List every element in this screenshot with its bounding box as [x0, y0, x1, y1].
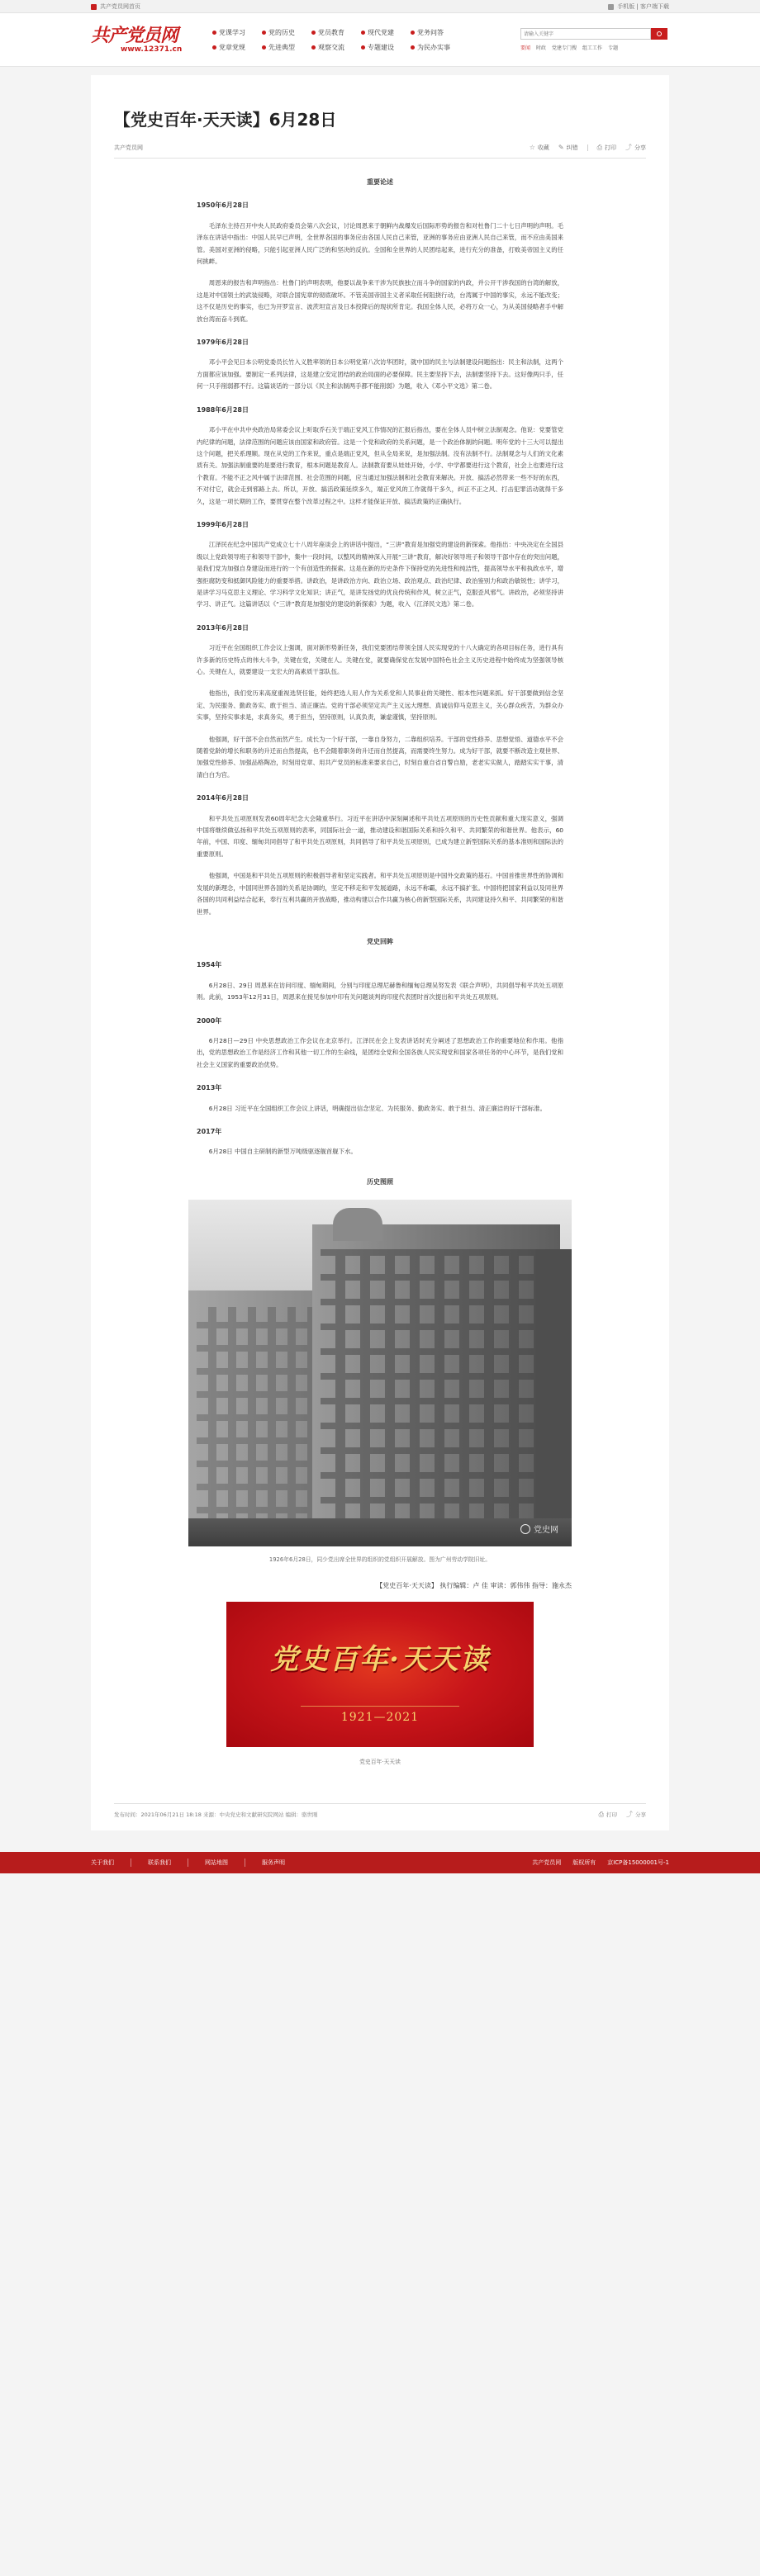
- quick-link[interactable]: 要闻: [520, 45, 531, 51]
- paragraph: 他指出，我们党历来高度重视选贤任能，始终把选人用人作为关系党和人民事业的关键性、根本性问题来抓。好干部要做到信念坚定、为民服务、勤政务实、敢于担当、清正廉洁。党的干部必须坚定共产主义远大理想、真诚信仰马克思主义，关心群众疾苦，为群众办实事，坚持实事求是，求真务实，勇于担当，坚持原则，认真负责，谦虚谨慎，坚持原则。: [197, 689, 563, 722]
- print-button[interactable]: ⎙ 打印: [596, 143, 616, 151]
- footer-link[interactable]: 服务声明: [262, 1859, 285, 1867]
- nav-dot-icon: [212, 45, 216, 50]
- site-logo[interactable]: [91, 26, 194, 54]
- historic-building-photo: [188, 1200, 572, 1546]
- paragraph: 江泽民在纪念中国共产党成立七十八周年座谈会上的讲话中提出，“三讲”教育是加强党的建设的新探索。他指出：中央决定在全国县级以上党政领导班子和领导干部中，集中一段时间，以整风的精神深入开展“三讲”教育，解决好领导班子和领导干部中存在的突出问题，是我们党为加强自身建设而进行的一个有创造性的探索。这是在新的历史条件下保持党的先进性和纯洁性，提高领导水平和执政水平，增强拒腐防变和抵御风险能力的重要举措。讲政治，是讲政治方向、政治立场、政治观点、政治纪律、政治鉴别力和政治敏锐性；讲学习，是讲学习马克思主义理论、学习科学文化知识；讲正气，是讲发扬党的优良传统和作风，树立正气，克服歪风邪气。讲政治，必须坚持讲学习、讲正气。这篇讲话以《“三讲”教育是加强党的建设的新探索》为题，收入《江泽民文选》第二卷。: [197, 541, 563, 608]
- banner-caption: 党史百年·天天读: [359, 1759, 401, 1766]
- date-heading: 1950年6月28日: [197, 201, 249, 210]
- date-heading: 2000年: [197, 1016, 222, 1025]
- article-source: 共产党员网: [114, 144, 143, 151]
- editor-credits: 【党史百年·天天读】 执行编辑：卢 佳 审读：郭伟伟 指导：施永杰: [376, 1582, 572, 1590]
- paragraph: 习近平在全国组织工作会议上强调，面对新形势新任务，我们党要团结带领全国人民实现党的十八大确定的各项目标任务，进行具有许多新的历史特点的伟大斗争，关键在党，关键在人。关键在党，就要确保党在发展中国特色社会主义历史进程中始终成为坚强领导核心。关键在人，就要建设一支宏大的高素质干部队伍。: [197, 644, 563, 675]
- paragraph: 他强调，好干部不会自然而然产生。成长为一个好干部，一靠自身努力，二靠组织培养。干部的党性修养、思想觉悟、道德水平不会随着党龄的增长和职务的升迁而自然提高，也不会随着职务的升迁而自然提高，而需要终生努力。成为好干部，就要不断改造主观世界、加强党性修养、加强品格陶冶，时刻用党章、用共产党员的标准来要求自己，时刻自重自省自警自励，老老实实做人，踏踏实实干事，清清白白为官。: [197, 735, 563, 779]
- quick-link[interactable]: 党建专门搜: [552, 45, 577, 51]
- nav-item[interactable]: 现代党建: [361, 28, 406, 37]
- nav-dot-icon: [311, 45, 316, 50]
- article-meta: [114, 143, 646, 159]
- share-icon: ⤴: [625, 144, 632, 151]
- date-heading: 2013年6月28日: [197, 623, 249, 632]
- main-nav: [212, 28, 455, 52]
- section-heading: 历史图照: [367, 1177, 393, 1186]
- nav-dot-icon: [212, 31, 216, 35]
- banner-divider: [301, 1706, 459, 1707]
- article-title: 【党史百年·天天读】6月28日: [114, 110, 337, 130]
- photo-windows-left: [197, 1307, 312, 1530]
- photo-building-right: [535, 1249, 572, 1546]
- nav-item[interactable]: 党员教育: [311, 28, 356, 37]
- date-heading: 2013年: [197, 1084, 222, 1092]
- paragraph: 邓小平在中共中央政治局常委会议上听取乔石关于端正党风工作情况的汇报后指出，要在全体人员中树立法制观念。他说：党要管党内纪律的问题，法律范围的问题应该由国家和政府管。这是一个党和政府的关系问题，是一个政治体制的问题。明年党的十三大可以提出这个问题，把关系理顺。现在从党的工作来说，重点是端正党风，但从全局来说，是加强法制。没有法制不行。法制观念与人们的文化素质有关。加强法制重要的是要进行教育，根本问题是教育人。法制教育要从娃娃开始，小学、中学都要进行这个教育，社会上也要进行这个教育。不能不正之风中属于法律范围、社会范围的问题，应当通过加强法制和社会教育来解决。开放、搞活必然带来一些不好的东西，不对付它，就会走到邪路上去。所以，开放、搞活政策延续多久，端正党风的工作就得干多久，纠正不正之风、打击犯罪活动就得干多久，这是一项长期的工作，要贯穿在整个改革过程之中。这样才能保证开放、搞活政策的正确执行。: [197, 426, 563, 505]
- topbar-home-link[interactable]: 共产党员网首页: [100, 3, 140, 10]
- section-heading: 重要论述: [367, 178, 393, 186]
- footer-link[interactable]: 联系我们: [131, 1859, 188, 1867]
- date-heading: 2014年6月28日: [197, 794, 249, 803]
- footer-copyright: 共产党员网 版权所有 京ICP备15000001号-1: [532, 1859, 669, 1867]
- date-heading: 2017年: [197, 1127, 222, 1135]
- date-heading: 1988年6月28日: [197, 405, 249, 414]
- mobile-icon: [608, 4, 614, 10]
- site-header: [0, 13, 760, 67]
- paragraph: 毛泽东主持召开中央人民政府委员会第八次会议，讨论周恩来于朝鲜内战爆发后国际形势的报告和对杜鲁门二十七日声明的声明。毛泽东在讲话中指出：中国人民早已声明，全世界各国的事务应由各国人民自己来管，亚洲的事务应由亚洲人民自己来管，而不应由美国来管。美国对亚洲的侵略，只能引起亚洲人民广泛的和坚决的反抗。全国和全世界的人民团结起来，进行充分的准备，打败美帝国主义的任何挑衅。: [197, 221, 563, 266]
- share-button[interactable]: ⤴ 分享: [626, 1811, 646, 1819]
- paragraph: 周恩来的报告和声明指出：杜鲁门的声明表明，他要以战争来干涉为民族独立而斗争的国家的内政，并公开干涉我国的台湾的解放，这是对中国领土的武装侵略，对联合国宪章的彻底破坏。不管美国帝国主义者采取任何阻挠行动，台湾属于中国的事实，永远不能改变；这不仅是历史的事实，也已为开罗宣言、波茨坦宣言及日本投降后的现状所肯定。我国全体人民，必将万众一心，为从美国侵略者手中解放台湾而奋斗到底。: [197, 279, 563, 323]
- paragraph: 6月28日、29日 周恩来在访问印度、缅甸期间，分别与印度总理尼赫鲁和缅甸总理吴努发表《联合声明》，共同倡导和平共处五项原则。此前，1953年12月31日，周恩来在接见参加中印有关问题谈判的印度代表团时首次提出和平共处五项原则。: [197, 981, 563, 1002]
- print-icon: ⎙: [598, 1810, 604, 1818]
- footer-links: [91, 1859, 302, 1867]
- nav-dot-icon: [311, 31, 316, 35]
- quick-link[interactable]: 时政: [536, 45, 547, 51]
- header-search: [520, 28, 669, 51]
- date-heading: 1999年6月28日: [197, 520, 249, 528]
- share-icon: ⤴: [626, 1811, 633, 1819]
- correction-button[interactable]: ✎ 纠错: [558, 144, 578, 151]
- nav-item[interactable]: 党的历史: [262, 28, 306, 37]
- nav-item[interactable]: 观察交流: [311, 43, 356, 52]
- historic-photo: [188, 1200, 572, 1563]
- series-banner: [226, 1602, 534, 1765]
- date-heading: 1979年6月28日: [197, 339, 249, 347]
- home-icon: [91, 4, 97, 10]
- section-heading: 党史回眸: [367, 937, 393, 945]
- topbar: [0, 0, 760, 13]
- print-button[interactable]: ⎙ 打印: [598, 1810, 617, 1819]
- banner-title: 党史百年·天天读: [270, 1643, 490, 1677]
- photo-watermark: 党史网: [520, 1522, 558, 1535]
- article-page: [91, 75, 669, 1830]
- nav-dot-icon: [361, 31, 365, 35]
- nav-item[interactable]: 党章党规: [212, 43, 257, 52]
- divider: [587, 144, 588, 151]
- topbar-mobile-link[interactable]: 手机版 | 客户端下载: [617, 3, 669, 10]
- search-icon: [657, 31, 662, 36]
- nav-item[interactable]: 党课学习: [212, 28, 257, 37]
- nav-item[interactable]: 为民办实事: [411, 43, 455, 52]
- paragraph: 6月28日—29日 中央思想政治工作会议在北京举行。江泽民在会上发表讲话时充分阐述了思想政治工作的重要地位和作用。他指出，党的思想政治工作是经济工作和其他一切工作的生命线，是团结全党和全国各族人民实现党和国家各项任务的中心环节，是我们党和社会主义国家的重要政治优势。: [197, 1036, 563, 1068]
- header-quick-links: [520, 44, 669, 51]
- photo-building-tower: [333, 1208, 382, 1241]
- photo-windows-main: [321, 1249, 552, 1522]
- paragraph: 和平共处五项原则发表60周年纪念大会隆重举行。习近平在讲话中深刻阐述和平共处五项原则的历史性贡献和重大现实意义，强调中国将继续做弘扬和平共处五项原则的表率，同国际社会一道，推动建设和谐国际关系和持久和平、共同繁荣的和谐世界。他表示，60年前，中国、印度、缅甸共同倡导了和平共处五项原则，共同倡导了和平共处五项原则，已成为建立新型国际关系的基本准则和国际法的重要原则。: [197, 814, 563, 858]
- share-button[interactable]: ⤴ 分享: [625, 144, 646, 151]
- article-content: [197, 177, 563, 1188]
- watermark-logo-icon: [520, 1524, 530, 1534]
- nav-item[interactable]: 专题建设: [361, 43, 406, 52]
- quick-link[interactable]: 组工工作: [582, 45, 603, 51]
- paragraph: 他强调，中国是和平共处五项原则的积极倡导者和坚定实践者。和平共处五项原则是中国外交政策的基石。中国首推世界性的协调和发展的新理念，中国同世界各国的关系是协调的，坚定不移走和平发展道路，永远不称霸，永远不搞扩张。中国将把国家利益以及同世界各国的共同利益结合起来，奉行互利共赢的开放战略，推动构建以合作共赢为核心的新型国际关系，共同建设持久和平、共同繁荣的和谐世界。: [197, 872, 563, 916]
- edit-icon: ✎: [558, 144, 564, 151]
- nav-item[interactable]: 党务问答: [411, 28, 455, 37]
- paragraph: 6月28日 习近平在全国组织工作会议上讲话，明确提出信念坚定、为民服务、勤政务实、敢于担当、清正廉洁的好干部标准。: [208, 1104, 546, 1112]
- paragraph: 6月28日 中国自主研制的新型万吨级驱逐舰首舰下水。: [208, 1148, 357, 1156]
- article-footer-meta: [114, 1803, 646, 1819]
- photo-caption: 1926年6月28日，同少党出席全世界的组织的党组织开展解放。图为广州劳动学院旧址。: [268, 1556, 492, 1564]
- favorite-button[interactable]: ☆ 收藏: [529, 144, 549, 151]
- banner-image: [226, 1602, 534, 1747]
- logo-url: www.12371.cn: [121, 45, 183, 54]
- article-footer-tools: [599, 1810, 646, 1819]
- nav-dot-icon: [262, 45, 266, 50]
- search-input[interactable]: [520, 28, 651, 40]
- nav-dot-icon: [411, 45, 415, 50]
- nav-dot-icon: [361, 45, 365, 50]
- logo-text: 共产党员网: [91, 24, 178, 46]
- footer-link[interactable]: 关于我们: [91, 1859, 131, 1867]
- quick-link[interactable]: 专题: [608, 45, 619, 51]
- nav-item[interactable]: 先进典型: [262, 43, 306, 52]
- print-icon: ⎙: [596, 143, 602, 151]
- nav-dot-icon: [411, 31, 415, 35]
- footer-link[interactable]: 网站地图: [188, 1859, 245, 1867]
- site-footer: [0, 1852, 760, 1873]
- search-button[interactable]: [651, 28, 667, 40]
- article-tools: [530, 143, 646, 152]
- publish-info: 发布时间：2021年06月21日 18:18 来源：中央党史和文献研究院网站 编辑：骆世刚: [114, 1811, 318, 1819]
- star-icon: ☆: [529, 144, 535, 151]
- banner-years: 1921—2021: [340, 1711, 420, 1725]
- photo-street: [188, 1518, 572, 1546]
- nav-dot-icon: [262, 31, 266, 35]
- date-heading: 1954年: [197, 961, 222, 969]
- paragraph: 邓小平会见日本公明党委员长竹入义胜率领的日本公明党第八次访华团时，就中国的民主与法制建设问题指出：民主和法制，这两个方面都应该加强。要制定一系列法律，这是建立安定团结的政治局面的必要保障。民主要坚持下去，法制要坚持下去。这好像两只手，任何一只手削弱都不行。这篇谈话的一部分以《民主和法制两手都不能削弱》为题，收入《邓小平文选》第二卷。: [197, 358, 563, 391]
